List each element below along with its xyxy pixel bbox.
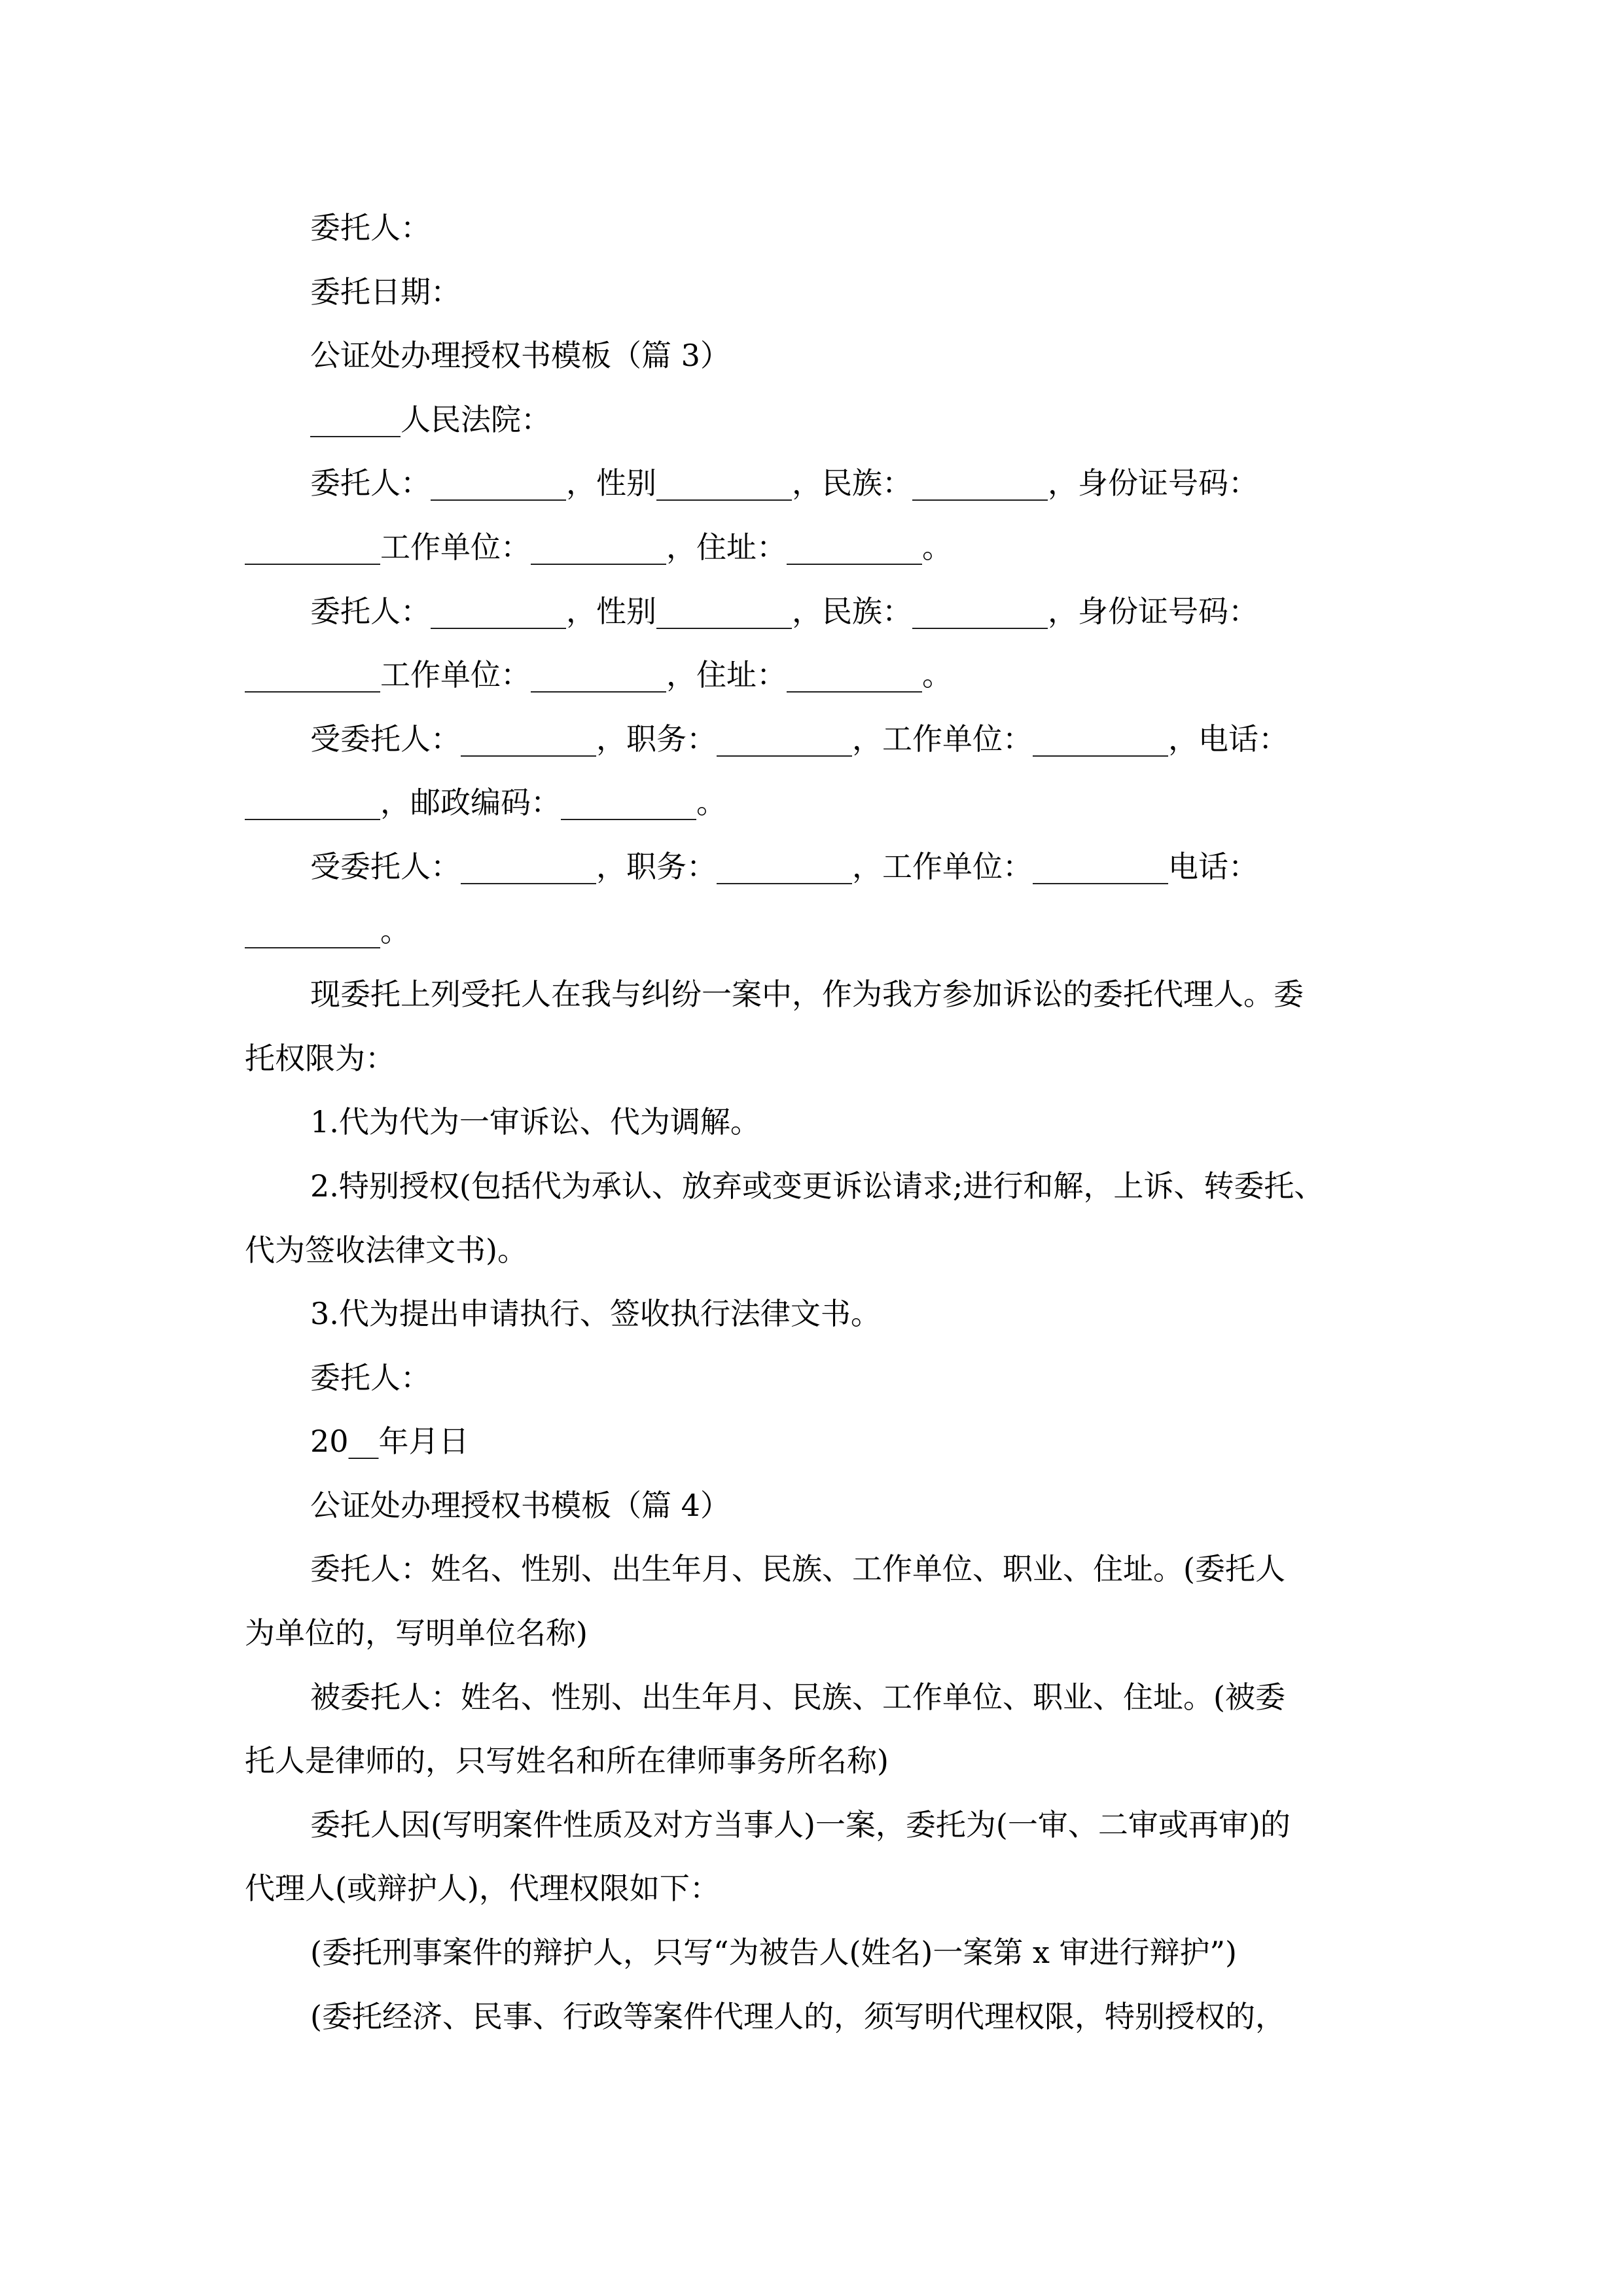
principal-info-line: 委托人：姓名、性别、出生年月、民族、工作单位、职业、住址。(委托人 [310, 1551, 1285, 1587]
section-title-3: 公证处办理授权书模板（篇 3） [310, 338, 730, 374]
criminal-note-line: (委托刑事案件的辩护人，只写“为被告人(姓名)一案第 x 审进行辩护”) [310, 1935, 1238, 1971]
section-title-4: 公证处办理授权书模板（篇 4） [310, 1487, 730, 1523]
case-line: 委托人因(写明案件性质及对方当事人)一案，委托为(一审、二审或再审)的 [310, 1806, 1291, 1842]
principal-signature-label: 委托人： [310, 1359, 431, 1395]
principal-1-line-cont: _________工作单位：_________，住址：_________。 [245, 529, 952, 565]
authority-item-3: 3.代为提出申请执行、签收执行法律文书。 [310, 1296, 881, 1332]
principal-2-line-cont: _________工作单位：_________，住址：_________。 [245, 657, 952, 693]
agent-info-line-cont: 托人是律师的，只写姓名和所在律师事务所名称) [245, 1743, 889, 1779]
agent-info-line: 被委托人：姓名、性别、出生年月、民族、工作单位、职业、住址。(被委 [310, 1679, 1285, 1715]
case-line-cont: 代理人(或辩护人)，代理权限如下： [245, 1871, 720, 1907]
principal-label: 委托人： [310, 210, 431, 245]
document-body [245, 196, 1383, 2049]
authority-item-2: 2.特别授权(包括代为承认、放弃或变更诉讼请求;进行和解，上诉、转委托、 [310, 1168, 1325, 1204]
principal-1-line: 委托人：_________，性别_________，民族：_________，身份证号码： [310, 465, 1258, 501]
entrust-date-label: 委托日期： [310, 274, 461, 310]
court-line: ______人民法院： [310, 401, 551, 437]
agent-1-line: 受委托人：_________，职务：_________，工作单位：_________，电话： [310, 721, 1289, 757]
agent-2-line: 受委托人：_________，职务：_________，工作单位：_________电话： [310, 848, 1258, 884]
authority-item-1: 1.代为代为一审诉讼、代为调解。 [310, 1104, 760, 1140]
principal-2-line: 委托人：_________，性别_________，民族：_________，身份证号码： [310, 593, 1258, 629]
entrust-paragraph-cont: 托权限为： [245, 1040, 395, 1076]
principal-info-line-cont: 为单位的，写明单位名称) [245, 1615, 588, 1651]
agent-1-line-cont: _________，邮政编码：_________。 [245, 785, 726, 821]
date-line: 20__年月日 [310, 1424, 469, 1460]
authority-item-2-cont: 代为签收法律文书)。 [245, 1232, 527, 1268]
entrust-paragraph: 现委托上列受托人在我与纠纷一案中，作为我方参加诉讼的委托代理人。委 [310, 977, 1304, 1013]
civil-note-line: (委托经济、民事、行政等案件代理人的，须写明代理权限，特别授权的， [310, 1998, 1285, 2034]
agent-2-line-cont: _________。 [245, 912, 410, 948]
